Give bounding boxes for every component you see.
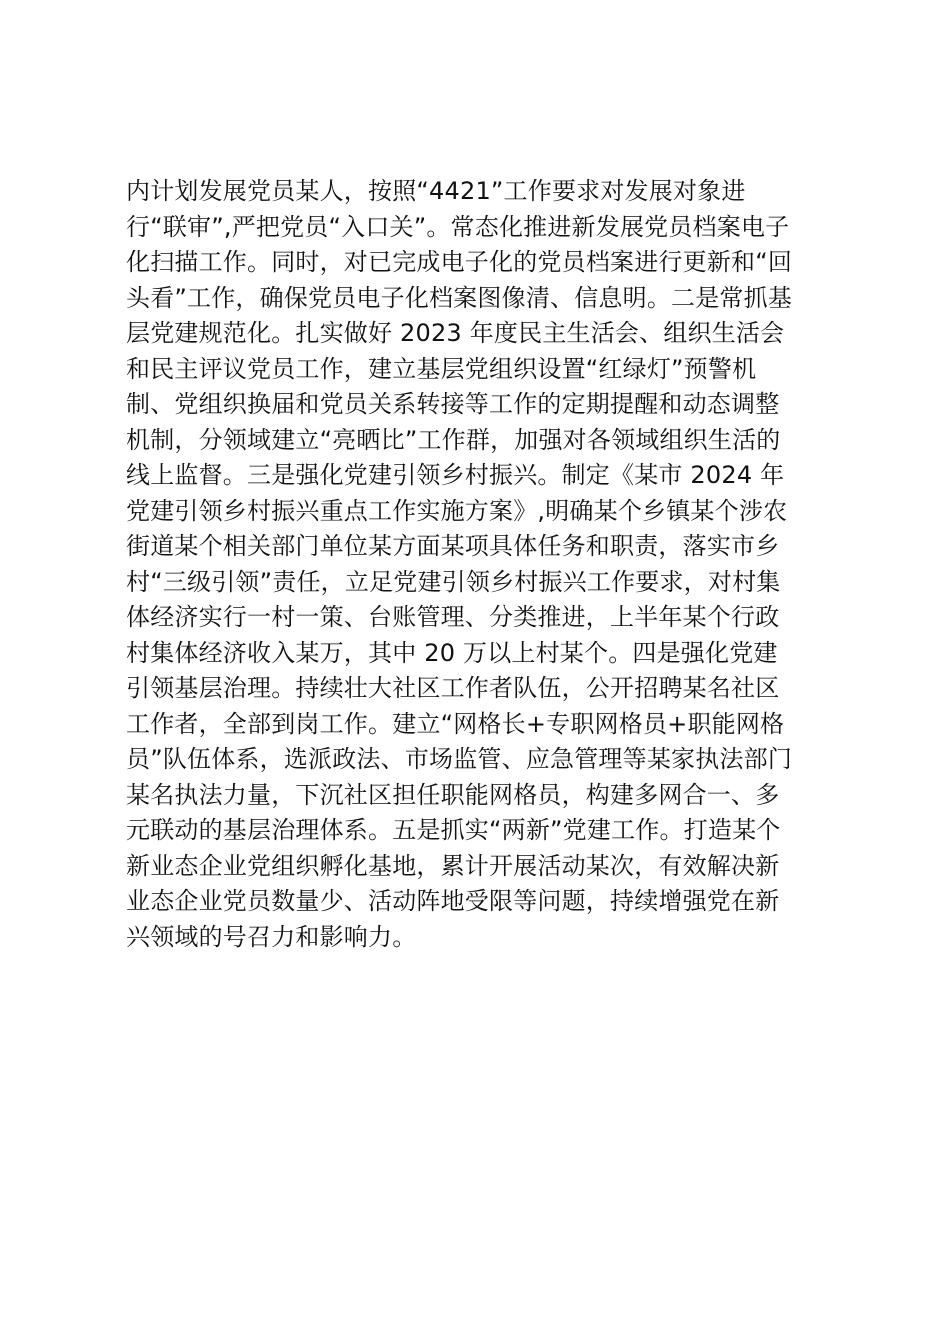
text-line: 制、党组织换届和党员关系转接等工作的定期提醒和动态调整 <box>126 390 780 418</box>
text-line: 街道某个相关部门单位某方面某项具体任务和职责，落实市乡 <box>126 532 780 560</box>
text-line: 和民主评议党员工作，建立基层党组织设置“红绿灯”预警机 <box>126 354 757 383</box>
text-line: 内计划发展党员某人，按照“4421”工作要求对发展对象进 <box>126 177 746 205</box>
text-line: 元联动的基层治理体系。五是抓实“两新”党建工作。打造某个 <box>126 816 781 844</box>
text-line: 某名执法力量，下沉社区担任职能网格员，构建多网合一、多 <box>126 780 780 809</box>
body-paragraph <box>126 174 846 955</box>
text-line: 工作者，全部到岗工作。建立“网格长+专职网格员+职能网格 <box>126 709 785 738</box>
text-line: 引领基层治理。持续壮大社区工作者队伍，公开招聘某名社区 <box>126 674 780 702</box>
text-line: 新业态企业党组织孵化基地，累计开展活动某次，有效解决新 <box>126 851 780 880</box>
text-line: 线上监督。三是强化党建引领乡村振兴。制定《某市 2024 年 <box>126 461 785 489</box>
text-line: 层党建规范化。扎实做好 2023 年度民主生活会、组织生活会 <box>126 319 785 347</box>
text-line: 村“三级引领”责任，立足党建引领乡村振兴工作要求，对村集 <box>126 567 781 596</box>
text-line: 行“联审”,严把党员“入口关”。常态化推进新发展党员档案电子 <box>126 212 790 241</box>
text-line: 村集体经济收入某万，其中 20 万以上村某个。四是强化党建 <box>126 638 778 667</box>
text-line: 机制，分领域建立“亮晒比”工作群，加强对各领域组织生活的 <box>126 425 781 454</box>
text-line: 体经济实行一村一策、台账管理、分类推进，上半年某个行政 <box>126 603 780 631</box>
text-line: 兴领域的号召力和影响力。 <box>126 922 417 951</box>
text-line: 党建引领乡村振兴重点工作实施方案》,明确某个乡镇某个涉农 <box>126 496 788 525</box>
text-line: 业态企业党员数量少、活动阵地受限等问题，持续增强党在新 <box>126 887 780 915</box>
text-line: 化扫描工作。同时，对已完成电子化的党员档案进行更新和“回 <box>126 248 793 276</box>
text-line: 头看”工作，确保党员电子化档案图像清、信息明。二是常抓基 <box>126 283 793 312</box>
text-line: 员”队伍体系，选派政法、市场监管、应急管理等某家执法部门 <box>126 745 793 773</box>
